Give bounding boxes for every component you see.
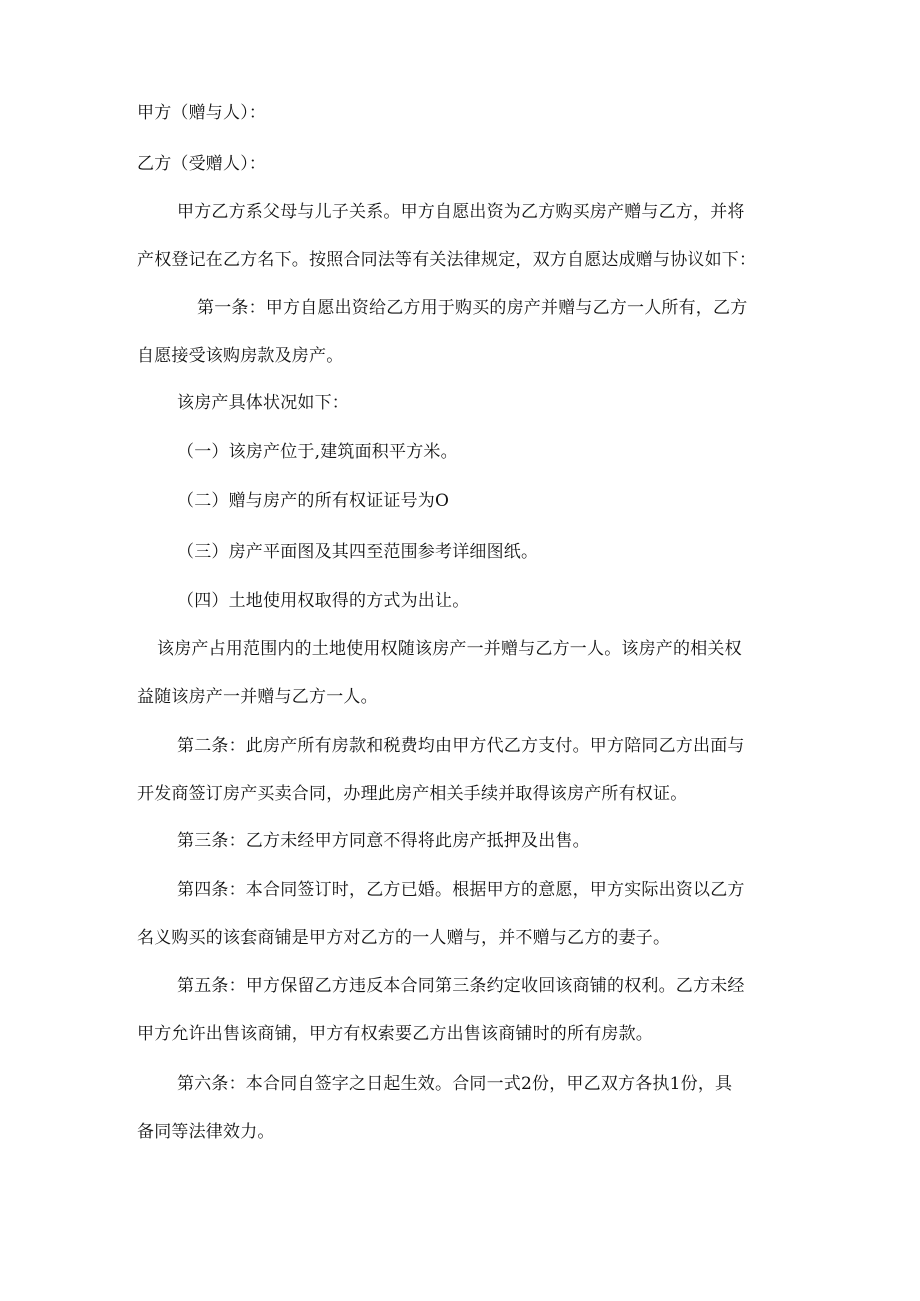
article-6-line-1: 第六条：本合同自签字之日起生效。合同一式2份，甲乙双方各执1份，具 — [177, 1074, 733, 1094]
article-4-line-2: 名义购买的该套商铺是甲方对乙方的一人赠与，并不赠与乙方的妻子。 — [137, 928, 671, 948]
land-clause-line-1: 该房产占用范围内的土地使用权随该房产一并赠与乙方一人。该房产的相关权 — [157, 639, 742, 659]
property-item-1: （一）该房产位于,建筑面积平方米。 — [177, 442, 458, 462]
article-6-line-2: 备同等法律效力。 — [137, 1122, 275, 1142]
article-2-line-2: 开发商签订房产买卖合同，办理此房产相关手续并取得该房产所有权证。 — [137, 784, 688, 804]
article-5-line-1: 第五条：甲方保留乙方违反本合同第三条约定收回该商铺的权利。乙方未经 — [177, 976, 745, 996]
article-1-line-1: 第一条：甲方自愿出资给乙方用于购买的房产并赠与乙方一人所有，乙方 — [197, 298, 748, 318]
property-item-4: （四）土地使用权取得的方式为出让。 — [177, 591, 470, 611]
intro-paragraph-line-2: 产权登记在乙方名下。按照合同法等有关法律规定，双方自愿达成赠与协议如下： — [137, 250, 757, 270]
party-b-line: 乙方（受赠人）： — [137, 154, 267, 174]
property-item-3: （三）房产平面图及其四至范围参考详细图纸。 — [177, 542, 539, 562]
article-3-line: 第三条：乙方未经甲方同意不得将此房产抵押及出售。 — [177, 831, 590, 851]
article-2-line-1: 第二条：此房产所有房款和税费均由甲方代乙方支付。甲方陪同乙方出面与 — [177, 736, 745, 756]
article-4-line-1: 第四条：本合同签订时，乙方已婚。根据甲方的意愿，甲方实际出资以乙方 — [177, 880, 745, 900]
property-item-2: （二）赠与房产的所有权证证号为O — [177, 491, 450, 511]
land-clause-line-2: 益随该房产一并赠与乙方一人。 — [137, 687, 378, 707]
intro-paragraph-line-1: 甲方乙方系父母与儿子关系。甲方自愿出资为乙方购买房产赠与乙方，并将 — [177, 202, 745, 222]
property-heading: 该房产具体状况如下： — [177, 393, 349, 413]
party-a-line: 甲方（赠与人）： — [137, 103, 267, 123]
article-1-line-2: 自愿接受该购房款及房产。 — [137, 346, 344, 366]
article-5-line-2: 甲方允许出售该商铺，甲方有权索要乙方出售该商铺时的所有房款。 — [137, 1024, 653, 1044]
